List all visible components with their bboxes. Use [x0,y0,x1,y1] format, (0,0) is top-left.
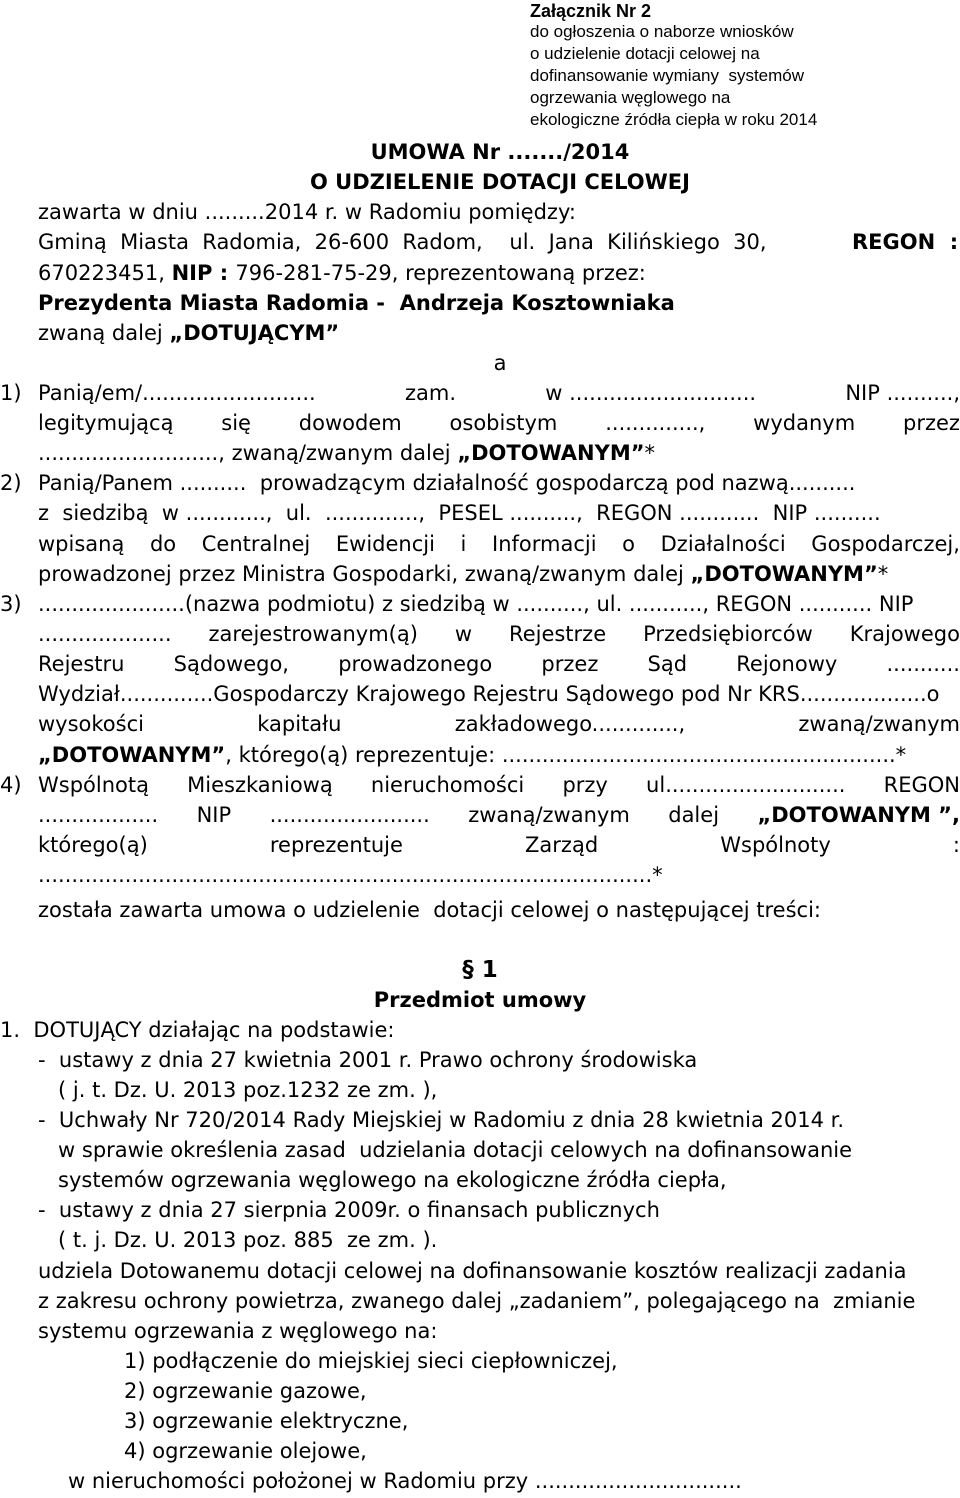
regon-label: REGON : [852,230,959,254]
mayor-name: Prezydenta Miasta Radomia - Andrzeja Kosztowniaka [38,291,675,315]
party-line [38,742,906,768]
text-segment: ul........................... [646,773,846,797]
grantee-term: „DOTOWANYM” [690,562,878,586]
text-segment: zarejestrowanym(ą) [208,622,418,646]
text-segment: Sądowego, [173,652,289,676]
text-segment: Ewidencji [335,532,435,556]
text-segment: którego(ą) [38,833,148,857]
text-segment: i [460,532,467,556]
contract-title: UMOWA Nr ......./2014 [370,140,630,164]
legal-basis: - Uchwały Nr 720/2014 Rady Miejskiej w Radomiu z dnia 28 kwietnia 2014 r. [38,1108,844,1132]
text-segment: ........... [886,652,960,676]
party-line [38,621,960,647]
legal-basis: w sprawie określenia zasad udzielania dotacji celowych na dofinansowanie [38,1138,853,1162]
text-segment: NIP [196,803,232,827]
party-line [38,531,960,557]
text-segment: Rejestru [38,652,125,676]
party-line [38,561,888,587]
annex-line: ekologiczne źródła ciepła w roku 2014 [530,110,818,129]
annex-title: Załącznik Nr 2 [530,1,652,21]
legal-basis: ( j. t. Dz. U. 2013 poz.1232 ze zm. ), [38,1078,438,1102]
conjunction: a [493,351,507,375]
legal-basis: ( t. j. Dz. U. 2013 poz. 885 ze zm. ). [38,1228,438,1252]
heating-option: 4) ogrzewanie olejowe, [124,1439,367,1463]
text-segment: Sąd [647,652,688,676]
intro-regon-value: 670223451, [38,261,172,285]
text-segment: Rejonowy [736,652,838,676]
text-segment: w [454,622,473,646]
intro-nip-value: 796-281-75-29, reprezentowaną przez: [235,261,646,285]
party-line [38,380,960,406]
text-segment: dowodem [298,411,402,435]
party-line [38,802,960,828]
heating-option: 3) ogrzewanie elektryczne, [124,1409,409,1433]
legal-basis: systemów ogrzewania węglowego na ekologiczne źródła ciepła, [38,1168,727,1192]
text-segment: przez [902,411,960,435]
text-segment: Działalności [660,532,786,556]
grantor-term: „DOTUJĄCYM” [169,321,340,345]
text-segment: Przedsiębiorców [643,622,813,646]
grantee-term: „DOTOWANYM ”, [757,803,960,827]
text-segment: o [622,532,636,556]
intro-line: zawarta w dniu .........2014 r. w Radomiu pomiędzy: [38,200,576,224]
contract-subtitle: O UDZIELENIE DOTACJI CELOWEJ [310,170,690,194]
body-line: z zakresu ochrony powietrza, zwanego dalej „zadaniem”, polegającego na zmianie [38,1289,916,1313]
annex-line: ogrzewania węglowego na [530,88,731,107]
text-segment: Panią/em/.......................... [38,381,316,405]
heating-option: 2) ogrzewanie gazowe, [124,1379,367,1403]
section-title: Przedmiot umowy [373,988,587,1012]
party-number: 1) [0,381,22,405]
text-segment: wysokości [38,712,144,736]
text-segment: kapitału [257,712,342,736]
intro-line: Gminą Miasta Radomia, 26-600 Radom, ul. Jana Kilińskiego 30, [38,230,767,254]
text-segment: zam. [404,381,456,405]
text-segment: .................... [38,622,172,646]
text-segment: osobistym [449,411,558,435]
text-segment: nieruchomości [370,773,525,797]
text-segment: NIP .........., [845,381,960,405]
text-segment: dalej [668,803,720,827]
party-line: z siedzibą w ............, ul. .............., PESEL .........., REGON ............ NIP .......... [38,501,881,525]
text-segment: prowadzonego [338,652,493,676]
text-segment: zwaną/zwanym [798,712,960,736]
text-segment: zakładowego............., [454,712,686,736]
text-segment: ........................ [269,803,430,827]
party-line: Panią/Panem .......... prowadzącym działalność gospodarczą pod nazwą.......... [38,471,856,495]
party-line [38,832,960,858]
party-number: 3) [0,592,22,616]
body-item: 1. DOTUJĄCY działając na podstawie: [0,1018,395,1042]
party-line [38,410,960,436]
text-segment: * [877,562,889,586]
text-segment: Informacji [492,532,597,556]
text-segment: prowadzonej przez Ministra Gospodarki, zwaną/zwanym dalej [38,562,691,586]
text-segment: zwaną/zwanym [468,803,630,827]
section-mark: § 1 [462,957,498,983]
legal-basis: - ustawy z dnia 27 kwietnia 2001 r. Prawo ochrony środowiska [38,1048,698,1072]
legal-basis: - ustawy z dnia 27 sierpnia 2009r. o finansach publicznych [38,1198,660,1222]
text-segment: Wspólnotą [38,773,149,797]
party-line: Wydział..............Gospodarczy Krajowego Rejestru Sądowego pod Nr KRS...................o [38,682,940,706]
party-line: ............................................................................................* [38,863,663,887]
text-segment: do [149,532,177,556]
text-segment: , którego(ą) reprezentuje: ...........................................................* [225,743,907,767]
text-segment: Mieszkaniową [187,773,333,797]
text-segment: Wspólnoty [720,833,831,857]
nip-label: NIP : [171,261,236,285]
text-segment: * [644,441,656,465]
grantee-term: „DOTOWANYM” [457,441,645,465]
text-segment: ..........................., zwaną/zwanym dalej [38,441,458,465]
annex-line: dofinansowanie wymiany systemów [530,66,805,85]
heating-option: 1) podłączenie do miejskiej sieci ciepłowniczej, [124,1349,618,1373]
text-segment: legitymującą [38,411,174,435]
body-line: udziela Dotowanemu dotacji celowej na dofinansowanie kosztów realizacji zadania [38,1259,907,1283]
text-segment: Zarząd [525,833,599,857]
closing-line: została zawarta umowa o udzielenie dotacji celowej o następującej treści: [38,898,821,922]
text-segment: reprezentuje [269,833,403,857]
party-number: 2) [0,471,22,495]
text-segment: .................. [38,803,159,827]
text-segment: wydanym [753,411,856,435]
body-line: systemu ogrzewania z węglowego na: [38,1319,438,1343]
party-line [38,440,655,466]
party-line [38,651,960,677]
text-segment: w ............................ [545,381,757,405]
annex-line: do ogłoszenia o naborze wniosków [530,22,794,41]
text-segment: REGON [883,773,960,797]
intro-line [38,320,339,346]
grantee-term: „DOTOWANYM” [38,743,226,767]
text-segment: : [952,833,960,857]
text-segment: wpisaną [38,532,125,556]
text-segment: przez [541,652,599,676]
text-segment: Krajowego [849,622,960,646]
text-segment: Centralnej [201,532,311,556]
text-segment: .............., [605,411,706,435]
text-segment: się [221,411,251,435]
body-line: w nieruchomości położonej w Radomiu przy ............................... [68,1469,742,1493]
party-line: ......................(nazwa podmiotu) z siedzibą w .........., ul. ..........., REGON ........... NIP [38,592,914,616]
party-line [38,772,960,798]
party-line [38,711,960,737]
text-segment: Gospodarczej, [811,532,960,556]
party-number: 4) [0,773,22,797]
annex-line: o udzielenie dotacji celowej na [530,44,760,63]
text-segment: Rejestrze [509,622,607,646]
intro-line [38,260,646,286]
called-label: zwaną dalej [38,321,170,345]
text-segment: przy [562,773,608,797]
